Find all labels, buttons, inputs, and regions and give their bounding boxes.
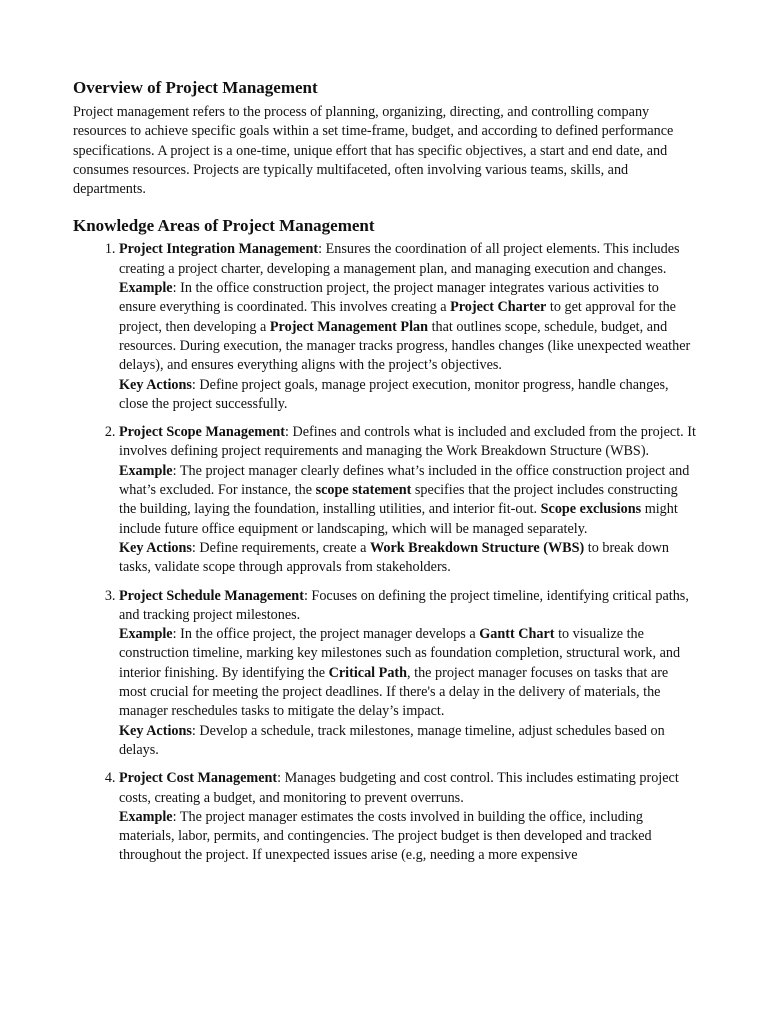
knowledge-areas-list bbox=[73, 240, 697, 865]
item-title: Project Schedule Management bbox=[119, 587, 304, 604]
item-key-actions: Key Actions: Define project goals, manage project execution, monitor progress, handle changes, close the project successfully. bbox=[119, 376, 669, 412]
list-item bbox=[119, 240, 697, 414]
item-example: Example: The project manager estimates the costs involved in building the office, including materials, labor, permits, and contingencies. The project budget is then developed and tracked throughout the project. If unexpected issues arise (e.g, needing a more expensive bbox=[119, 808, 652, 864]
item-example: Example: The project manager clearly defines what’s included in the office construction project and what’s excluded. For instance, the scope statement specifies that the project includes constructing the building, laying the foundation, installing utilities, and interior fit-out. Scope exclusions might include future office equipment or landscaping, which will be managed separately. bbox=[119, 462, 690, 537]
item-title: Project Cost Management bbox=[119, 770, 278, 787]
key-actions-label: Key Actions bbox=[119, 722, 192, 739]
knowledge-areas-heading: Knowledge Areas of Project Management bbox=[73, 216, 375, 236]
item-title: Project Integration Management bbox=[119, 241, 319, 258]
example-label: Example bbox=[119, 808, 173, 825]
item-description: 2. Project Scope Management: Defines and controls what is included and excluded from the project. It involves defining project requirements and managing the Work Breakdown Structure (WBS). bbox=[119, 424, 696, 460]
item-description: 4. Project Cost Management: Manages budgeting and cost control. This includes estimating project costs, creating a budget, and monitoring to prevent overruns. bbox=[119, 770, 679, 806]
list-item bbox=[119, 769, 697, 865]
key-actions-label: Key Actions bbox=[119, 539, 192, 556]
overview-heading: Overview of Project Management bbox=[73, 78, 318, 97]
item-description: 3. Project Schedule Management: Focuses on defining the project timeline, identifying critical paths, and tracking project milestones. bbox=[119, 587, 689, 623]
item-title: Project Scope Management bbox=[119, 424, 285, 441]
list-item bbox=[119, 423, 697, 577]
item-example: Example: In the office project, the project manager develops a Gantt Chart to visualize the construction timeline, marking key milestones such as foundation completion, structural work, and interior finishing. By identifying the Critical Path, the project manager focuses on tasks that are most crucial for meeting the project deadlines. If there's a delay in the delivery of materials, the manager reschedules tasks to mitigate the delay’s impact. bbox=[119, 626, 681, 720]
item-example: Example: In the office construction project, the project manager integrates various activities to ensure everything is coordinated. This involves creating a Project Charter to get approval for the project, then developing a Project Management Plan that outlines scope, schedule, budget, and resources. During execution, the manager tracks progress, handles changes (like unexpected weather delays), and ensures everything aligns with the project’s objectives. bbox=[119, 280, 691, 374]
list-item bbox=[119, 587, 697, 761]
item-key-actions: Key Actions: Develop a schedule, track milestones, manage timeline, adjust schedules based on delays. bbox=[119, 722, 665, 758]
key-actions-label: Key Actions bbox=[119, 376, 192, 393]
item-key-actions: Key Actions: Define requirements, create a Work Breakdown Structure (WBS) to break down tasks, validate scope through approvals from stakeholders. bbox=[119, 539, 669, 576]
item-description: 1. Project Integration Management: Ensures the coordination of all project elements. This includes creating a project charter, developing a management plan, and managing execution and changes. bbox=[119, 241, 680, 277]
example-label: Example bbox=[119, 626, 173, 643]
example-label: Example bbox=[119, 462, 173, 479]
example-label: Example bbox=[119, 280, 173, 297]
overview-paragraph: Project management refers to the process of planning, organizing, directing, and controlling company resources to achieve specific goals within a set time-frame, budget, and according to defined performance specifications. A project is a one-time, unique effort that has specific objectives, a start and end date, and consumes resources. Projects are typically multifaceted, often involving various teams, skills, and departments. bbox=[73, 104, 674, 198]
document-page bbox=[73, 78, 697, 875]
